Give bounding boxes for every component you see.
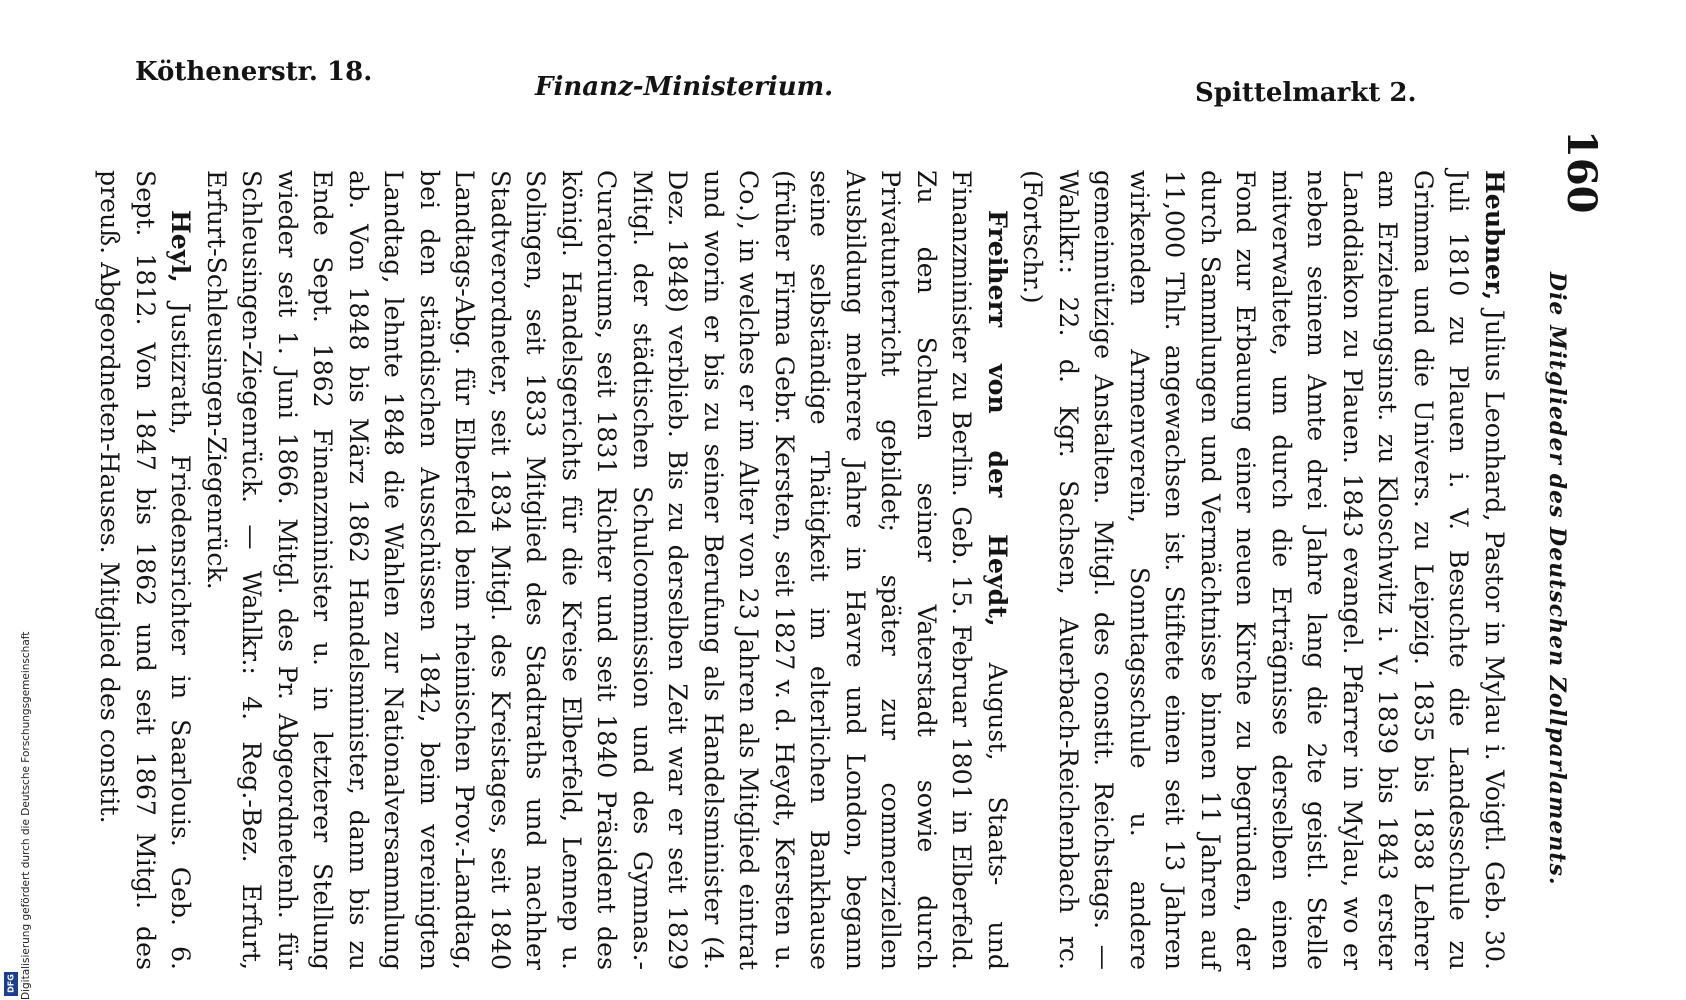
margin-header-left: Köthenerstr. 18. [135,57,373,87]
entry-text: Julius Leonhard, Pastor in Mylau i. Voigtl. Geb. 30. Juli 1810 zu Plauen i. V. Besuchte die Landesschule zu Grimma und die Univers. zu Leipzig. 1835 bis 1838 Lehrer am Erziehungsinst. zu Kloschwitz i. V. 1839 bis 1843 erster Landdiakon zu Plauen. 1843 evangel. Pfarrer in Mylau, wo er neben seinem Amte drei Jahre lang die 2te geistl. Stelle mitverwaltete, um durch die Erträgnisse derselben einen Fond zur Erbauung einer neuen Kirche zu begründen, der durch Sammlungen und Vermächtnisse binnen 11 Jahren auf 11,000 Thlr. angewachsen ist. Stiftete einen seit 13 Jahren wirkenden Armenverein, Sonntagsschule u. andere gemeinnützige Anstalten. Mitgl. des constit. Reichstags. — Wahlkr.: 22. d. Kgr. Sachsen, Auerbach-Reichenbach rc. (Fortschr.) [1018,170,1509,970]
dfg-logo-text: DFG [6,974,16,993]
running-title: Die Mitglieder des Deutschen Zollparlaments. [1544,272,1570,886]
entry-name: Heyl, [166,210,197,283]
dfg-logo [4,972,18,996]
page-number: 160 [1558,130,1605,214]
entry-name: Freiherr von der Heydt, [983,210,1013,627]
digitization-credit: Digitalisierung gefördert durch die Deutsche Forschungsgemeinschaft [20,631,32,1000]
entry-text: August, Staats- und Finanzminister zu Berlin. Geb. 15. Februar 1801 in Elberfeld. Zu den Schulen seiner Vaterstadt sowie durch Privatunterricht gebildet; später zur commerziellen Ausbildung mehrere Jahre in Havre und London, begann seine selbständige Thätigkeit im elterlichen Bankhause (früher Firma Gebr. Kersten, seit 1827 v. d. Heydt, Kersten u. Co.), in welches er im Alter von 23 Jahren als Mitglied eintrat und worin er bis zu seiner Berufung als Handelsminister (4. Dez. 1848) verblieb. Bis zu derselben Zeit war er seit 1829 Mitgl. der städtischen Schulcommission und des Gymnas.-Curatoriums, seit 1831 Richter und seit 1840 Präsident des königl. Handelsgerichts für die Kreise Elberfeld, Lennep u. Solingen, seit 1833 Mitglied des Stadtraths und nachher Stadtverordneter, seit 1834 Mitgl. des Kreistages, seit 1840 Landtags-Abg. für Elberfeld beim rheinischen Prov.-Landtag, bei den ständischen Ausschüssen 1842, beim vereinigten Landtag, lehnte 1848 die Wahlen zur Nationalversammlung ab. Von 1848 bis März 1862 Handelsminister, dann bis zu Ende Sept. 1862 Finanzminister u. in letzterer Stellung wieder seit 1. Juni 1866. Mitgl. des Pr. Abgeordnetenh. für Schleusingen-Ziegenrück. — Wahlkr.: 4. Reg.-Bez. Erfurt, Erfurt-Schleusingen-Ziegenrück. [202,170,1012,970]
entry-heubner [1015,170,1512,970]
margin-header-center: Finanz-Ministerium. [535,72,834,102]
margin-header-right: Spittelmarkt 2. [1195,78,1417,108]
entry-text: Justizrath, Friedensrichter in Saarlouis. Geb. 6. Sept. 1812. Von 1847 bis 1862 und seit 1867 Mitgl. des preuß. Abgeordneten-Hauses. Mitglied des constit. [95,170,196,970]
entry-von-der-heydt [199,170,1016,970]
entry-name: Heubner, [1480,170,1510,301]
article-body [92,170,1512,970]
entry-heyl [92,170,199,970]
